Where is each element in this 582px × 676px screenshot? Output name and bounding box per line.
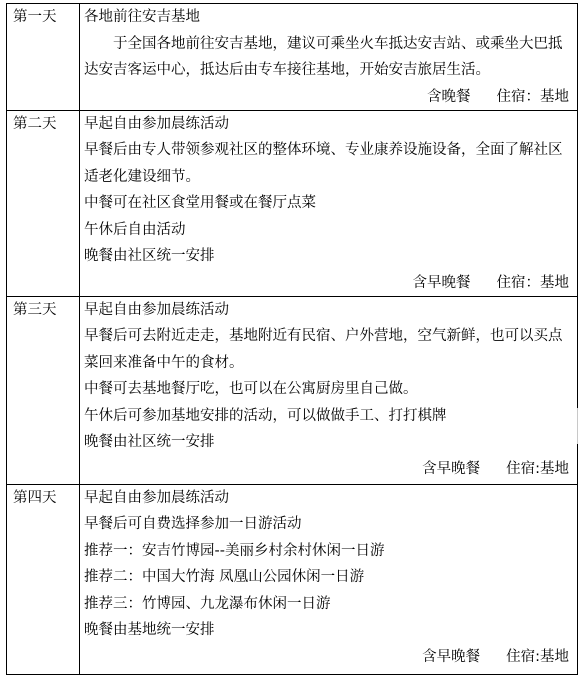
meals-info: 含早晚餐: [422, 460, 481, 477]
activity-line: 早餐后可去附近走走，基地附近有民宿、户外营地，空气新鲜，也可以买点菜回来准备中午的食材。: [84, 328, 563, 371]
day-footer: [84, 270, 573, 296]
day-label: 第一天: [7, 4, 80, 111]
stay-info: 住宿:基地: [506, 648, 569, 665]
stay-info: 住宿:基地: [506, 460, 569, 477]
day-content: [80, 110, 578, 296]
activity-line: 晚餐由基地统一安排: [84, 622, 215, 638]
activity-line: 晚餐由社区统一安排: [84, 248, 215, 264]
meals-info: 含早晚餐: [412, 274, 471, 291]
itinerary-page: [6, 3, 577, 675]
activity-line: 晚餐由社区统一安排: [84, 434, 215, 450]
day-footer: [84, 84, 573, 110]
stay-info: 住宿：基地: [496, 274, 569, 291]
day-content: [80, 484, 578, 674]
day-title: 各地前往安吉基地: [84, 9, 200, 25]
activity-line: 早起自由参加晨练活动: [84, 489, 229, 506]
table-row: [7, 110, 578, 296]
activity-line: 早餐后由专人带领参观社区的整体环境、专业康养设施设备，全面了解社区适老化建设细节。: [84, 142, 563, 185]
activity-line: 早起自由参加晨练活动: [84, 301, 229, 318]
day-footer: [84, 644, 573, 670]
day-label: 第三天: [7, 296, 80, 484]
table-row: [7, 296, 578, 484]
activity-line: 早起自由参加晨练活动: [84, 115, 229, 132]
activity-line: 午休后自由活动: [84, 221, 186, 238]
itinerary-table: [6, 3, 578, 675]
activity-line: 推荐三：竹博园、九龙瀑布休闲一日游: [84, 595, 331, 612]
day-description: 于全国各地前往安吉基地，建议可乘坐火车抵达安吉站、或乘坐大巴抵达安吉客运中心，抵达后由专车接往基地，开始安吉旅居生活。: [84, 35, 563, 78]
activity-line: 中餐可去基地餐厅吃，也可以在公寓厨房里自己做。: [84, 381, 418, 397]
page-edge-marker: [577, 408, 582, 444]
day-label: 第二天: [7, 110, 80, 296]
stay-info: 住宿：基地: [496, 88, 569, 105]
activity-line: 早餐后可自费选择参加一日游活动: [84, 516, 302, 532]
day-label: 第四天: [7, 484, 80, 674]
meals-info: 含晚餐: [427, 88, 471, 105]
day-footer: [84, 456, 573, 482]
activity-line: 推荐二：中国大竹海 凤凰山公园休闲一日游: [84, 569, 365, 585]
table-row: [7, 484, 578, 674]
meals-info: 含早晚餐: [422, 648, 481, 665]
activity-line: 中餐可在社区食堂用餐或在餐厅点菜: [84, 195, 316, 211]
day-content: [80, 4, 578, 111]
table-row: [7, 4, 578, 111]
activity-line: 午休后可参加基地安排的活动，可以做做手工、打打棋牌: [84, 407, 447, 424]
activity-line: 推荐一：安吉竹博园--美丽乡村余村休闲一日游: [84, 542, 385, 559]
day-content: [80, 296, 578, 484]
